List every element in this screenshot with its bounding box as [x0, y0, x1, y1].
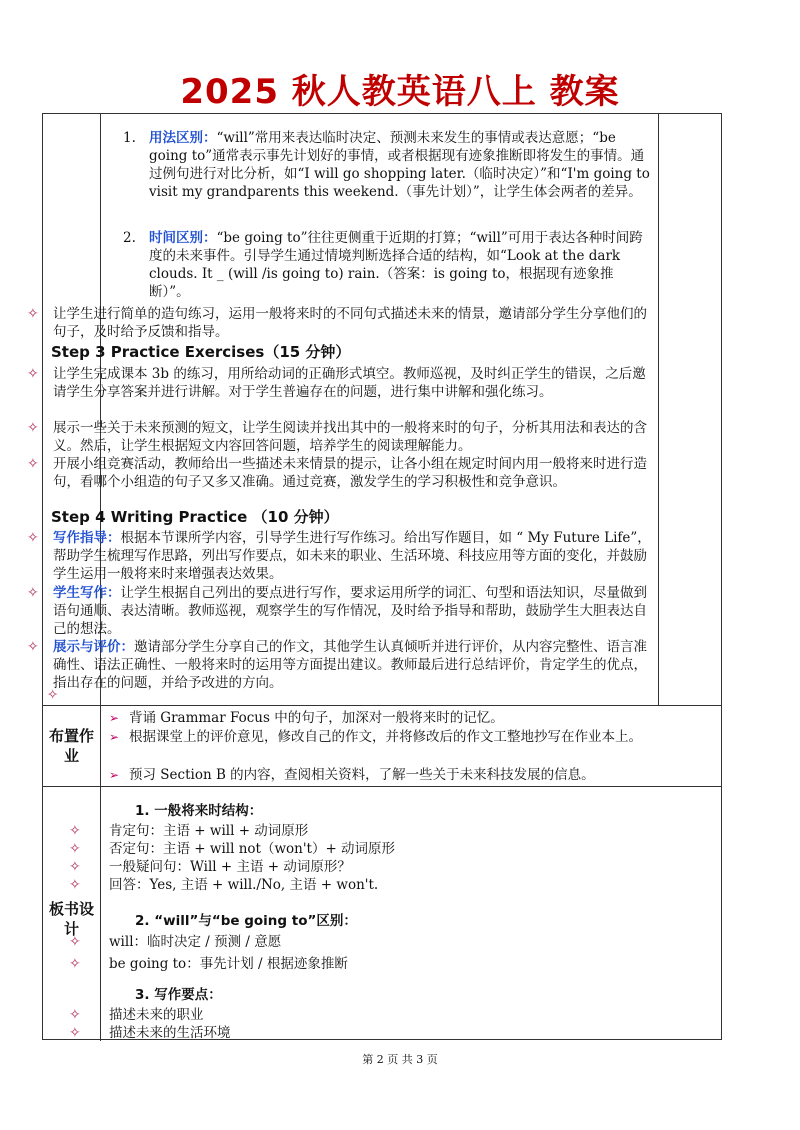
- board-line-text: 肯定句：主语 + will + 动词原形: [109, 823, 309, 839]
- list-number: 2.: [123, 230, 136, 246]
- step3-item-text: 开展小组竞赛活动，教师给出一些描述未来情景的提示，让各小组在规定时间内用一般将来时进行造句，看哪个小组造的句子又多又准确。通过竞赛，激发学生的学习积极性和竞争意识。: [53, 456, 647, 490]
- board-line-text: 一般疑问句：Will + 主语 + 动词原形？: [109, 859, 351, 875]
- board-list-1: [69, 822, 669, 894]
- diamond-bullet-icon: ✧: [27, 639, 39, 655]
- diamond-bullet-icon: ✧: [27, 585, 39, 601]
- student-writing-label: 学生写作：: [53, 585, 121, 601]
- practice-intro: [27, 305, 651, 341]
- board-line-text: be going to：事先计划 / 根据迹象推断: [109, 956, 348, 972]
- time-text: “be going to”往往更侧重于近期的打算；“will”可用于表达各种时间跨度的未来事件。引导学生通过情境判断选择合适的结构，如“Look at the dark clouds. It _ (will /is going to) rain.（答案：is going to，根据现有迹象推断）”。: [149, 230, 643, 300]
- homework-item: [109, 728, 717, 746]
- diamond-bullet-icon: ✧: [69, 823, 81, 839]
- step3-item: [27, 419, 651, 455]
- diamond-bullet-icon: ✧: [69, 934, 81, 950]
- diamond-bullet-icon: ✧: [69, 877, 81, 893]
- diamond-bullet-icon: ✧: [27, 456, 39, 472]
- board-line: [69, 1006, 669, 1024]
- arrow-bullet-icon: ➢: [109, 711, 120, 725]
- diamond-bullet-icon: ✧: [69, 1025, 81, 1041]
- row-divider-homework: [43, 705, 721, 706]
- board-line: [69, 840, 669, 858]
- board-line-text: 否定句：主语 + will not（won't）+ 动词原形: [109, 841, 396, 857]
- board-design-label: 板书设计: [48, 900, 94, 938]
- list-number: 1.: [123, 130, 136, 146]
- board-line-text: 描述未来的职业: [109, 1007, 204, 1023]
- diamond-bullet-icon: ✧: [27, 366, 39, 382]
- presentation-text: 邀请部分学生分享自己的作文，其他学生认真倾听并进行评价，从内容完整性、语言准确性、语法正确性、一般将来时的运用等方面提出建议。教师最后进行总结评价，肯定学生的优点，指出存在的问题，并给予改进的方向。: [53, 639, 647, 691]
- step3-item: [27, 365, 651, 401]
- writing-guidance: [27, 529, 651, 583]
- board-line: [69, 933, 669, 951]
- usage-label: 用法区别：: [149, 130, 217, 146]
- board-line: [69, 955, 669, 973]
- time-label: 时间区别：: [149, 230, 217, 246]
- diamond-bullet-icon: ✧: [69, 1007, 81, 1023]
- diamond-bullet-icon: ✧: [27, 420, 39, 436]
- homework-item: [109, 766, 717, 784]
- homework-item: [109, 709, 717, 727]
- homework-item-text: 背诵 Grammar Focus 中的句子，加深对一般将来时的记忆。: [129, 710, 504, 726]
- usage-difference-item: [123, 129, 653, 201]
- arrow-bullet-icon: ➢: [109, 730, 120, 744]
- board-heading-3: 3. 写作要点：: [135, 987, 222, 1003]
- column-divider-right: [658, 114, 659, 705]
- board-line-text: 描述未来的生活环境: [109, 1025, 231, 1041]
- board-heading-2: 2. “will”与“be going to”区别：: [135, 913, 357, 929]
- board-list-3: [69, 1006, 669, 1042]
- step3-heading: Step 3 Practice Exercises（15 分钟）: [51, 343, 351, 361]
- time-difference-item: [123, 229, 653, 301]
- arrow-bullet-icon: ➢: [109, 768, 120, 782]
- board-heading-1: 1. 一般将来时结构：: [135, 803, 263, 819]
- diamond-bullet-icon: ✧: [27, 306, 39, 322]
- writing-guidance-label: 写作指导：: [53, 530, 121, 546]
- diamond-bullet-icon: ✧: [27, 530, 39, 546]
- student-writing: [27, 584, 651, 638]
- diamond-bullet-icon: ✧: [47, 687, 59, 703]
- diamond-bullet-icon: ✧: [69, 859, 81, 875]
- step3-item-text: 让学生完成课本 3b 的练习，用所给动词的正确形式填空。教师巡视，及时纠正学生的错误，之后邀请学生分享答案并进行讲解。对于学生普遍存在的问题，进行集中讲解和强化练习。: [53, 366, 646, 400]
- row-divider-board: [43, 786, 721, 787]
- writing-guidance-text: 根据本节课所学内容，引导学生进行写作练习。给出写作题目，如 “ My Future Life”，帮助学生梳理写作思路，列出写作要点，如未来的职业、生活环境、科技应用等方面的变化，并鼓励学生运用一般将来时来增强表达效果。: [53, 530, 651, 582]
- diamond-bullet-icon: ✧: [69, 956, 81, 972]
- homework-label: 布置作业: [48, 727, 94, 765]
- board-line: [69, 858, 669, 876]
- page-footer: 第 2 页 共 3 页: [362, 1053, 438, 1066]
- presentation-label: 展示与评价：: [53, 639, 134, 655]
- practice-intro-text: 让学生进行简单的造句练习，运用一般将来时的不同句式描述未来的情景，邀请部分学生分享他们的句子，及时给予反馈和指导。: [53, 306, 647, 340]
- usage-text: “will”常用来表达临时决定、预测未来发生的事情或表达意愿；“be going to”通常表示事先计划好的事情，或者根据现有迹象推断即将发生的事情。通过例句进行对比分析，如“I will go shopping later.（临时决定）”和“I'm going to visit my grandparents this weekend.（事先计划）”，让学生体会两者的差异。: [149, 130, 650, 200]
- board-line: [69, 822, 669, 840]
- board-line: [69, 1024, 669, 1042]
- diamond-bullet-icon: ✧: [69, 841, 81, 857]
- step4-heading: Step 4 Writing Practice （10 分钟）: [51, 508, 339, 526]
- board-line: [69, 876, 669, 894]
- board-line-text: will：临时决定 / 预测 / 意愿: [109, 934, 282, 950]
- step3-item-text: 展示一些关于未来预测的短文，让学生阅读并找出其中的一般将来时的句子，分析其用法和表达的含义。然后，让学生根据短文内容回答问题，培养学生的阅读理解能力。: [53, 420, 647, 454]
- page-title: 2025 秋人教英语八上 教案: [180, 72, 620, 112]
- board-list-2: [69, 933, 669, 973]
- homework-item-text: 根据课堂上的评价意见，修改自己的作文，并将修改后的作文工整地抄写在作业本上。: [129, 729, 642, 745]
- homework-item-text: 预习 Section B 的内容，查阅相关资料，了解一些关于未来科技发展的信息。: [129, 767, 595, 783]
- presentation-evaluation: [27, 638, 651, 692]
- step3-item: [27, 455, 651, 491]
- student-writing-text: 让学生根据自己列出的要点进行写作，要求运用所学的词汇、句型和语法知识，尽量做到语句通顺、表达清晰。教师巡视，观察学生的写作情况，及时给予指导和帮助，鼓励学生大胆表达自己的想法。: [53, 585, 647, 637]
- lesson-plan-table: [27, 113, 722, 1041]
- board-line-text: 回答：Yes, 主语 + will./No, 主语 + won't.: [109, 877, 379, 893]
